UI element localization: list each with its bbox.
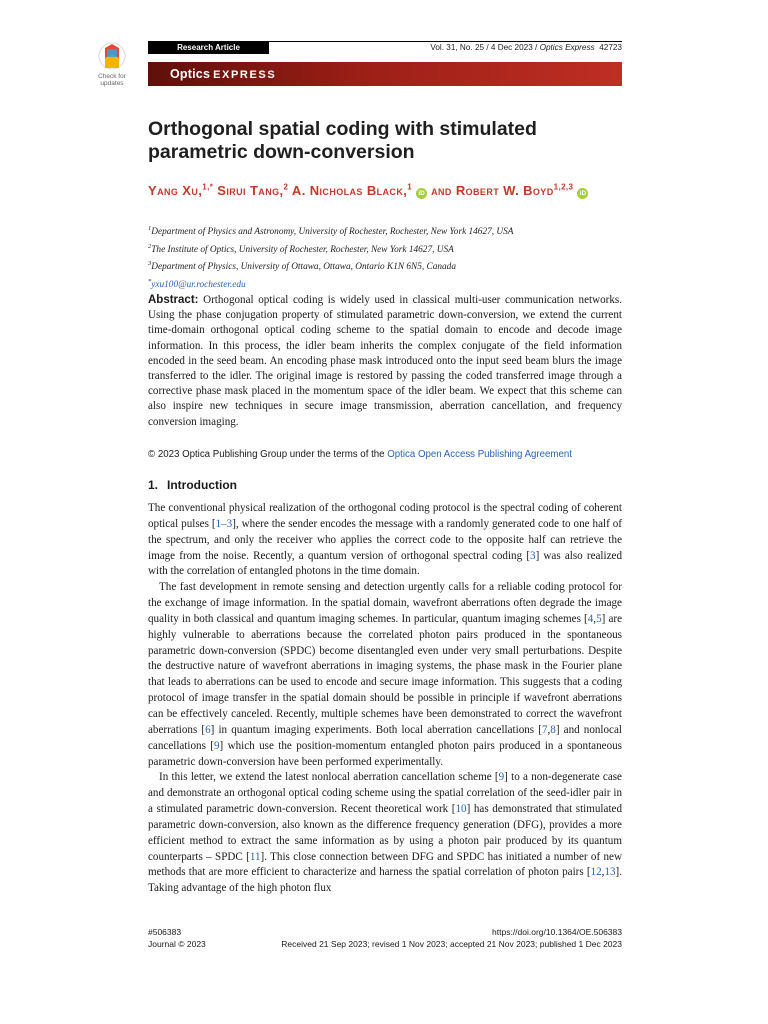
journal-banner [148,62,622,86]
paragraph: The conventional physical realization of the orthogonal coding protocol is the spectral coding of coherent optical pulses [1–3], where the sender encodes the message with a randomly generated code to one half of the spectrum, and only the receiver who applies the correct code to the opposite half can retrieve the image from the noise. Recently, a quantum version of orthogonal spectral coding [3] was also realized with the correlation of entangled photons in the time domain. [148,502,622,578]
author-name: A. Nicholas Black, [291,183,408,199]
article-type-label: Research Article [148,41,269,54]
citation-link[interactable]: 11 [249,850,261,863]
copyright-line [148,449,622,460]
author-affiliation-mark: 1,2,3 [553,183,574,192]
email-link[interactable]: yxu100@ur.rochester.edu [151,279,246,290]
affiliation-mark: 3 [148,260,152,268]
section-heading [148,478,237,492]
section-title: Introduction [167,478,237,492]
license-link[interactable]: Optica Open Access Publishing Agreement [387,449,572,460]
abstract-text: Orthogonal optical coding is widely used in classical multi-user communication networks. Using the phase conjugation property of stimulated parametric down-conversion, we extend the current time-domain orthogonal optical coding scheme to the spatial domain to encode and decode image information. In this process, the idler beam inherits the complex conjugate of the field information encoded in the seed beam. An encoding phase mask introduced onto the input seed beam blurs the image transferred to the idler. The original image is restored by passing the coded transferred image through a corrective phase mask placed in the momentum space of the idler beam. We expect that this scheme can also inspire new techniques in secure image transmission, aberration cancellation, and frequency conversion imaging. [148,294,622,428]
citation-link[interactable]: 13 [604,866,616,879]
citation-link[interactable]: 1–3 [215,517,233,530]
manuscript-id: #506383 [148,927,182,937]
citation-link[interactable]: 7 [541,723,548,736]
issue-info [430,42,622,54]
crossmark-label: Check for updates [98,73,126,87]
author [148,183,213,198]
affiliation-text: Department of Physics and Astronomy, University of Rochester, Rochester, New York 14627, USA [151,227,514,238]
author-name: Yang Xu, [148,183,203,199]
citation-link[interactable]: 8 [550,723,556,736]
author [292,183,427,198]
header-bar [148,41,622,54]
author [431,183,588,198]
affiliation [148,240,622,258]
citation-link[interactable]: 5 [596,612,602,625]
footer-left [148,926,206,950]
article-title: Orthogonal spatial coding with stimulated parametric down-conversion [148,118,537,163]
author-list [148,178,622,200]
affiliations [148,222,622,292]
citation-link[interactable]: 10 [455,803,467,816]
corresponding-email [148,275,622,293]
affiliation-text: The Institute of Optics, University of Rochester, Rochester, New York 14627, USA [151,244,454,255]
author-name: Sirui Tang, [217,183,284,199]
publication-dates: Received 21 Sep 2023; revised 1 Nov 2023; accepted 21 Nov 2023; published 1 Dec 2023 [281,939,622,949]
abstract [148,293,622,430]
author [217,183,288,198]
crossmark-icon [92,42,132,74]
affiliation [148,257,622,275]
affiliation-text: Department of Physics, University of Ottawa, Ottawa, Ontario K1N 6N5, Canada [151,262,456,273]
issue-text: Vol. 31, No. 25 / 4 Dec 2023 / [430,43,540,52]
page-number: 42723 [599,43,622,52]
author-affiliation-mark: 1,* [202,183,214,192]
affiliation [148,222,622,240]
abstract-label: Abstract: [148,294,199,306]
email-mark: * [148,277,152,285]
citation-link[interactable]: 4 [587,612,594,625]
doi-link[interactable]: https://doi.org/10.1364/OE.506383 [492,927,622,937]
author-name: and Robert W. Boyd [431,183,554,199]
citation-link[interactable]: 9 [498,771,505,784]
journal-name-italic: Optics Express [539,43,595,52]
orcid-icon[interactable]: iD [416,188,427,199]
author-affiliation-mark: 2 [283,183,289,192]
footer-right [228,926,622,950]
body-text [148,501,622,897]
copyright-text: © 2023 Optica Publishing Group under the terms of the [148,449,388,460]
citation-link[interactable]: 12 [590,866,602,879]
affiliation-mark: 2 [148,242,152,250]
orcid-icon[interactable]: iD [577,188,588,199]
paragraph: The fast development in remote sensing and detection urgently calls for a reliable coding protocol for the exchange of image information. In the spatial domain, wavefront aberrations often degrade the image quality in both classical and quantum imaging schemes. In particular, quantum imaging schemes [4,5] are highly vulnerable to aberrations because the correlated photon pairs produced in the spontaneous parametric down-conversion (SPDC) become disentangled even under very small perturbations. Despite the destructive nature of wavefront aberrations in imaging systems, the phase mask in the Fourier plane that leads to aberrations can be used to encode and secure image information. This suggests that a coding protocol of image transfer in the spatial domain should be possible in principle if wavefront aberrations can be effectively canceled. Recently, multiple schemes have been demonstrated to correct the wavefront aberrations [6] in quantum imaging experiments. Both local aberration cancellations [7,8] and nonlocal cancellations [9] which use the position-momentum entangled photon pairs produced in a spontaneous parametric down-conversion have been performed experimentally. [148,581,622,768]
citation-link[interactable]: 6 [205,723,211,736]
citation-link[interactable]: 3 [530,549,536,562]
section-number: 1. [148,478,159,492]
journal-logo: Optics EXPRESS [170,67,277,81]
citation-link[interactable]: 9 [213,739,220,752]
affiliation-mark: 1 [148,225,152,232]
journal-copyright: Journal © 2023 [148,939,206,949]
author-affiliation-mark: 1 [407,183,413,192]
paragraph: In this letter, we extend the latest nonlocal aberration cancellation scheme [9] to a non-degenerate case and demonstrate an orthogonal optical coding scheme using the spatial correlation of the seed-idler pair in a stimulated parametric down-conversion. Recent theoretical work [10] has demonstrated that stimulated parametric down-conversion, also known as the difference frequency generation (DFG), provides a more efficient method to extract the same information as by using a photon pair produced by its quantum counterparts – SPDC [11]. This close connection between DFG and SPDC has initiated a number of new methods that are more efficient to characterize and harness the spatial correlation of photon pairs [12,13]. Taking advantage of the high photon flux [148,771,622,895]
